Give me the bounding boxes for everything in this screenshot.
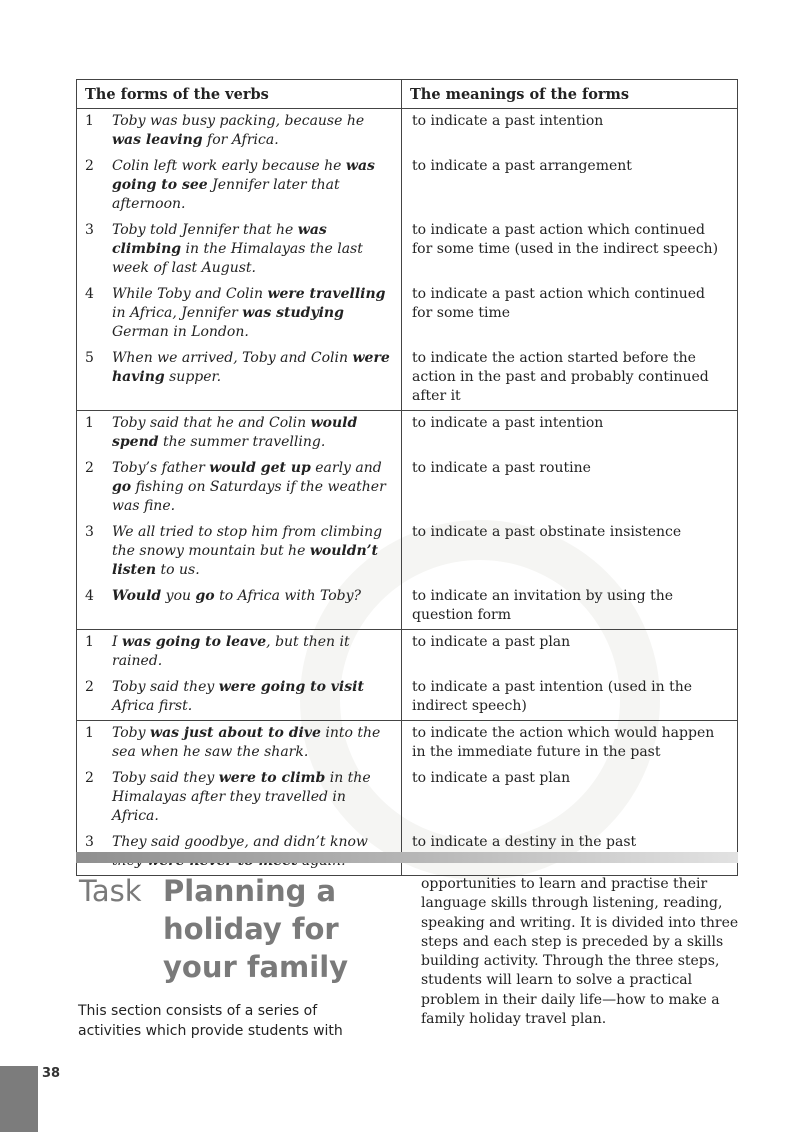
task-label: Task bbox=[79, 874, 142, 908]
verb-form: were travelling bbox=[267, 286, 386, 302]
verb-form: was leaving bbox=[112, 132, 203, 148]
page-number: 38 bbox=[42, 1066, 61, 1081]
sentence-text: into the sea when he saw the shark. bbox=[112, 725, 381, 760]
sentence-text: When we arrived, Toby and Colin bbox=[112, 350, 353, 366]
task-intro-right: opportunities to learn and practise their language skills through listening, reading, speaking and writing. It is divided into three steps and each step is preceded by a skills building activity. Through the three steps, students will learn to solve a practical problem in their daily life—how to make a family holiday travel plan. bbox=[421, 876, 739, 1028]
table-body bbox=[77, 109, 738, 876]
table-row bbox=[77, 766, 738, 830]
form-cell bbox=[77, 346, 402, 411]
table-row bbox=[77, 218, 738, 282]
verb-form: was going to see bbox=[112, 158, 375, 193]
row-number: 1 bbox=[85, 634, 94, 650]
table-row bbox=[77, 721, 738, 767]
sentence-text: We all tried to stop him from climbing the snowy mountain but he bbox=[112, 524, 383, 559]
form-cell bbox=[77, 411, 402, 457]
sentence-text: fishing on Saturdays if the weather was fine. bbox=[112, 479, 386, 514]
form-cell bbox=[77, 584, 402, 630]
meaning-cell: to indicate a past action which continued for some time bbox=[402, 282, 738, 346]
sentence-text: Toby said they bbox=[112, 679, 219, 695]
form-cell bbox=[77, 520, 402, 584]
example-sentence bbox=[112, 633, 392, 671]
table-row bbox=[77, 456, 738, 520]
verb-form: go bbox=[112, 479, 132, 495]
sentence-text: for Africa. bbox=[202, 132, 279, 148]
verb-form: were to climb bbox=[218, 770, 326, 786]
meaning-cell: to indicate a past plan bbox=[402, 630, 738, 676]
table-row bbox=[77, 282, 738, 346]
section-divider bbox=[76, 852, 738, 863]
verb-form: was going to leave bbox=[121, 634, 267, 650]
sentence-text: to us. bbox=[156, 562, 200, 578]
example-sentence bbox=[112, 221, 392, 278]
row-number: 2 bbox=[85, 460, 94, 476]
sentence-text: Africa first. bbox=[112, 698, 193, 714]
verb-form: was climbing bbox=[112, 222, 327, 257]
example-sentence bbox=[112, 678, 392, 716]
row-number: 2 bbox=[85, 679, 94, 695]
form-cell bbox=[77, 675, 402, 721]
example-sentence bbox=[112, 459, 392, 516]
sentence-text: Jennifer later that afternoon. bbox=[112, 177, 340, 212]
example-sentence bbox=[112, 157, 392, 214]
form-cell bbox=[77, 630, 402, 676]
example-sentence bbox=[112, 285, 392, 342]
table-row bbox=[77, 109, 738, 155]
meaning-cell: to indicate a past action which continued for some time (used in the indirect speech) bbox=[402, 218, 738, 282]
form-cell bbox=[77, 721, 402, 767]
form-cell bbox=[77, 218, 402, 282]
meaning-cell: to indicate a past arrangement bbox=[402, 154, 738, 218]
sentence-text: Toby was busy packing, because he bbox=[112, 113, 365, 129]
table-row bbox=[77, 411, 738, 457]
meaning-cell: to indicate a past intention bbox=[402, 411, 738, 457]
sentence-text: Toby told Jennifer that he bbox=[112, 222, 298, 238]
table-row bbox=[77, 346, 738, 411]
example-sentence bbox=[112, 724, 392, 762]
table-row bbox=[77, 630, 738, 676]
sentence-text: you bbox=[161, 588, 196, 604]
sentence-text: Toby said that he and Colin bbox=[112, 415, 311, 431]
meaning-cell: to indicate the action which would happen in the immediate future in the past bbox=[402, 721, 738, 767]
row-number: 3 bbox=[85, 222, 94, 238]
meaning-cell: to indicate a past obstinate insistence bbox=[402, 520, 738, 584]
row-number: 1 bbox=[85, 415, 94, 431]
table-row bbox=[77, 154, 738, 218]
task-intro-left: This section consists of a series of activities which provide students with bbox=[78, 1003, 343, 1039]
sentence-text: Colin left work early because he bbox=[112, 158, 346, 174]
meaning-cell: to indicate the action started before the action in the past and probably continued after it bbox=[402, 346, 738, 411]
page-tab bbox=[0, 1066, 38, 1132]
sentence-text: German in London. bbox=[112, 324, 249, 340]
example-sentence bbox=[112, 769, 392, 826]
row-number: 5 bbox=[85, 350, 94, 366]
row-number: 4 bbox=[85, 588, 94, 604]
verb-form: was just about to dive bbox=[150, 725, 321, 741]
sentence-text: early and bbox=[310, 460, 382, 476]
verb-form: were having bbox=[112, 350, 390, 385]
header-meanings: The meanings of the forms bbox=[402, 80, 738, 109]
example-sentence bbox=[112, 523, 392, 580]
row-number: 1 bbox=[85, 113, 94, 129]
meaning-cell: to indicate a past plan bbox=[402, 766, 738, 830]
sentence-text: Toby bbox=[112, 725, 151, 741]
meaning-cell: to indicate an invitation by using the question form bbox=[402, 584, 738, 630]
row-number: 3 bbox=[85, 524, 94, 540]
sentence-text: in the Himalayas the last week of last August. bbox=[112, 241, 363, 276]
sentence-text: to Africa with Toby? bbox=[214, 588, 362, 604]
form-cell bbox=[77, 154, 402, 218]
form-cell bbox=[77, 766, 402, 830]
table-row bbox=[77, 520, 738, 584]
meaning-cell: to indicate a destiny in the past bbox=[402, 830, 738, 876]
example-sentence bbox=[112, 349, 392, 387]
sentence-text: supper. bbox=[164, 369, 222, 385]
verb-form: wouldn’t listen bbox=[112, 543, 379, 578]
sentence-text: in the Himalayas after they travelled in Africa. bbox=[112, 770, 371, 824]
row-number: 3 bbox=[85, 834, 94, 850]
sentence-text: While Toby and Colin bbox=[112, 286, 268, 302]
verb-form: Would bbox=[112, 588, 162, 604]
meaning-cell: to indicate a past intention (used in the indirect speech) bbox=[402, 675, 738, 721]
sentence-text: Toby’s father bbox=[112, 460, 210, 476]
table-row bbox=[77, 584, 738, 630]
form-cell bbox=[77, 109, 402, 155]
form-cell bbox=[77, 456, 402, 520]
verb-form: would spend bbox=[112, 415, 358, 450]
verb-form: would get up bbox=[209, 460, 311, 476]
table-row bbox=[77, 675, 738, 721]
row-number: 2 bbox=[85, 770, 94, 786]
task-title: Planning a holiday for your family bbox=[163, 874, 349, 984]
meaning-cell: to indicate a past routine bbox=[402, 456, 738, 520]
table-header-row bbox=[77, 80, 738, 109]
sentence-text: in Africa, Jennifer bbox=[112, 305, 243, 321]
sentence-text: Toby said they bbox=[112, 770, 219, 786]
row-number: 2 bbox=[85, 158, 94, 174]
header-forms: The forms of the verbs bbox=[77, 80, 402, 109]
example-sentence bbox=[112, 414, 392, 452]
verb-form: go bbox=[195, 588, 215, 604]
verb-form: were going to visit bbox=[218, 679, 364, 695]
sentence-text: , but then it rained. bbox=[112, 634, 350, 669]
sentence-text: They said goodbye, and didn’t know bbox=[112, 834, 368, 850]
row-number: 1 bbox=[85, 725, 94, 741]
example-sentence bbox=[112, 112, 392, 150]
verb-forms-table bbox=[76, 79, 738, 876]
form-cell bbox=[77, 282, 402, 346]
row-number: 4 bbox=[85, 286, 94, 302]
meaning-cell: to indicate a past intention bbox=[402, 109, 738, 155]
verb-form: was studying bbox=[242, 305, 344, 321]
sentence-text: the summer travelling. bbox=[158, 434, 326, 450]
sentence-text: I bbox=[112, 634, 122, 650]
example-sentence bbox=[112, 587, 392, 606]
